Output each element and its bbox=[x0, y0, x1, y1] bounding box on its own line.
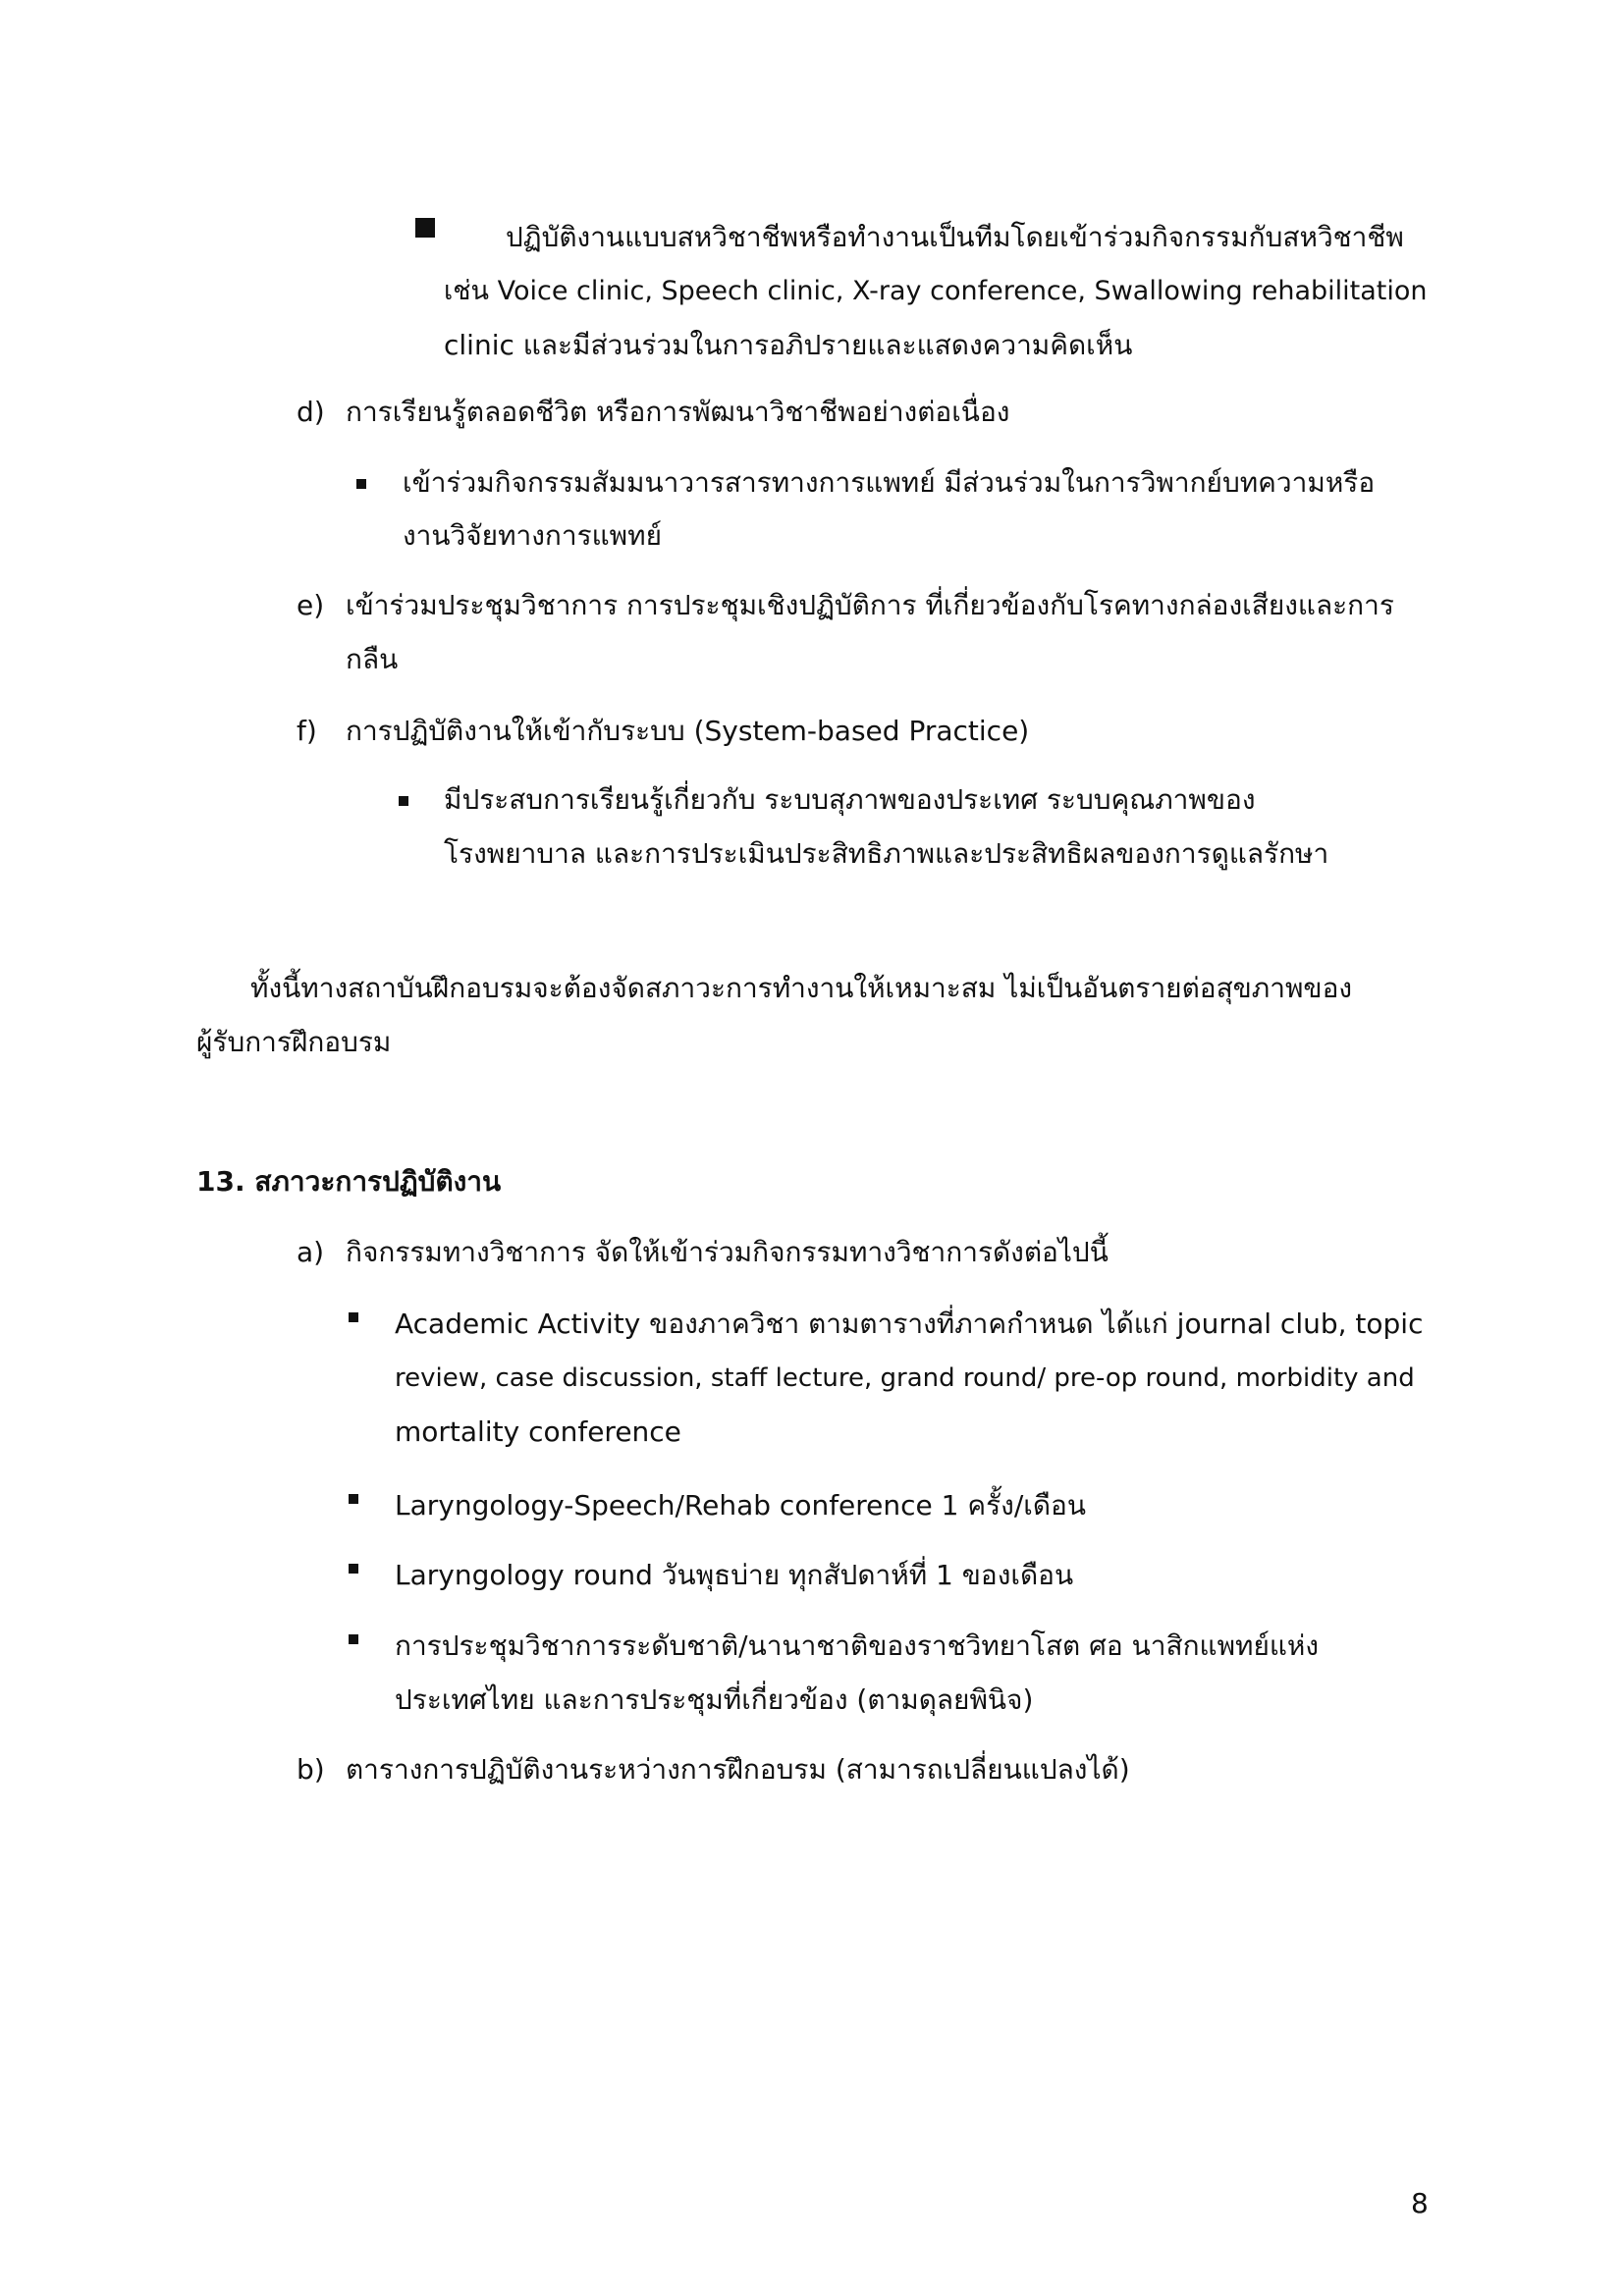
list-item-text: กลืน bbox=[346, 643, 399, 675]
section-heading: 13. สภาวะการปฏิบัติงาน bbox=[196, 1165, 502, 1198]
list-label-f: f) bbox=[297, 715, 317, 747]
bullet-text-line: review, case discussion, staff lecture, grand round/ pre-op round, morbidity and bbox=[395, 1363, 1415, 1393]
list-item-text: การปฏิบัติงานให้เข้ากับระบบ (System-based Practice) bbox=[346, 715, 1030, 747]
bullet-text-line: โรงพยาบาล และการประเมินประสิทธิภาพและประสิทธิผลของการดูแลรักษา bbox=[444, 837, 1329, 870]
bullet-text-line: เช่น Voice clinic, Speech clinic, X-ray conference, Swallowing rehabilitation bbox=[444, 276, 1428, 306]
paragraph-line: ทั้งนี้ทางสถาบันฝึกอบรมจะต้องจัดสภาวะการทำงานให้เหมาะสม ไม่เป็นอันตรายต่อสุขภาพของ bbox=[250, 972, 1353, 1004]
bullet-text-line: งานวิจัยทางการแพทย์ bbox=[403, 519, 663, 552]
bullet-text-line: clinic และมีส่วนร่วมในการอภิปรายและแสดงความคิดเห็น bbox=[444, 329, 1133, 361]
bullet-text-line: เข้าร่วมกิจกรรมสัมมนาวารสารทางการแพทย์ มีส่วนร่วมในการวิพากย์บทความหรือ bbox=[403, 466, 1376, 499]
bullet-text-line: ปฏิบัติงานแบบสหวิชาชีพหรือทำงานเป็นทีมโดยเข้าร่วมกิจกรรมกับสหวิชาชีพ bbox=[506, 221, 1404, 253]
bullet-marker bbox=[349, 1312, 358, 1322]
bullet-marker bbox=[349, 1634, 358, 1644]
bullet-text-line: การประชุมวิชาการระดับชาติ/นานาชาติของราชวิทยาโสต ศอ นาสิกแพทย์แห่ง bbox=[395, 1629, 1320, 1662]
bullet-marker bbox=[349, 1564, 358, 1574]
bullet-marker-large bbox=[415, 218, 435, 238]
bullet-text-line: มีประสบการเรียนรู้เกี่ยวกับ ระบบสุภาพของประเทศ ระบบคุณภาพของ bbox=[444, 783, 1256, 816]
list-item-text: ตารางการปฏิบัติงานระหว่างการฝึกอบรม (สามารถเปลี่ยนแปลงได้) bbox=[346, 1753, 1130, 1786]
bullet-text-line: ประเทศไทย และการประชุมที่เกี่ยวข้อง (ตามดุลยพินิจ) bbox=[395, 1683, 1034, 1716]
bullet-marker bbox=[399, 796, 408, 806]
list-item-text: เข้าร่วมประชุมวิชาการ การประชุมเชิงปฏิบัติการ ที่เกี่ยวข้องกับโรคทางกล่องเสียงและการ bbox=[346, 589, 1394, 621]
list-item-text: การเรียนรู้ตลอดชีวิต หรือการพัฒนาวิชาชีพอย่างต่อเนื่อง bbox=[346, 396, 1010, 428]
bullet-marker bbox=[356, 479, 366, 489]
list-label-e: e) bbox=[297, 589, 325, 621]
bullet-text-line: Laryngology round วันพุธบ่าย ทุกสัปดาห์ที่ 1 ของเดือน bbox=[395, 1559, 1074, 1591]
list-label-a: a) bbox=[297, 1236, 325, 1268]
list-label-d: d) bbox=[297, 396, 325, 428]
list-item-text: กิจกรรมทางวิชาการ จัดให้เข้าร่วมกิจกรรมทางวิชาการดังต่อไปนี้ bbox=[346, 1236, 1109, 1268]
list-label-b: b) bbox=[297, 1753, 325, 1786]
bullet-text-line: mortality conference bbox=[395, 1415, 681, 1448]
page-number: 8 bbox=[1411, 2187, 1429, 2219]
bullet-marker bbox=[349, 1494, 358, 1504]
bullet-text-line: Laryngology-Speech/Rehab conference 1 ครั้ง/เดือน bbox=[395, 1489, 1086, 1522]
paragraph-line: ผู้รับการฝึกอบรม bbox=[196, 1026, 392, 1058]
bullet-text-line: Academic Activity ของภาควิชา ตามตารางที่ภาคกำหนด ได้แก่ journal club, topic bbox=[395, 1308, 1424, 1340]
